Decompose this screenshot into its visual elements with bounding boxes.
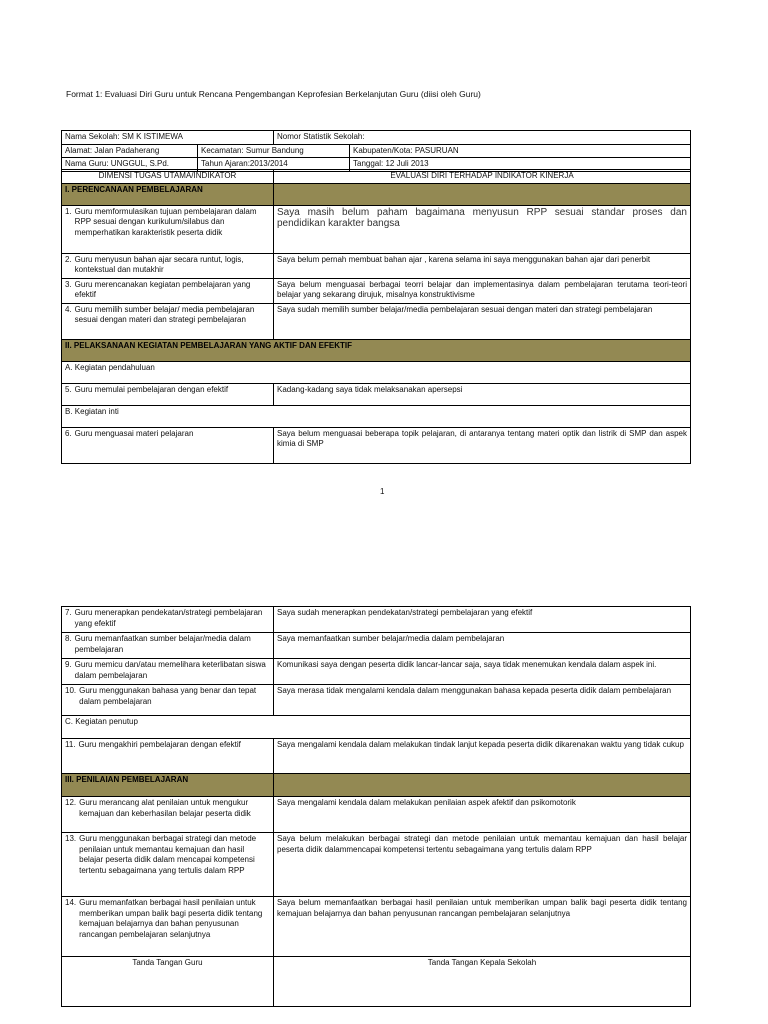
indicator-text: Guru menguasai materi pelajaran (74, 428, 194, 438)
indicator-table-page-2 (61, 606, 691, 1007)
signature-teacher: Tanda Tangan Guru (62, 957, 274, 1007)
evaluation-14: Saya belum memanfaatkan berbagai hasil penilaian untuk memberikan umpan balik bagi peserta didik tentang kemajuan belajarnya dan bahan penyusunan rancangan pembelajaran selanjutnya (274, 897, 691, 957)
indicator-number: 14. (65, 898, 77, 907)
indicator-text: Guru memicu dan/atau memelihara keterlibatan siswa dalam pembelajaran (74, 660, 266, 680)
indicator-14 (62, 897, 274, 957)
indicator-number: 6. (65, 428, 72, 438)
indicator-number: 5. (65, 384, 72, 394)
section-planning: I. PERENCANAAN PEMBELAJARAN (62, 183, 274, 205)
indicator-text: Guru mengakhiri pembelajaran dengan efektif (78, 740, 241, 749)
indicator-10 (62, 685, 274, 716)
indicator-3 (62, 278, 274, 303)
evaluation-7: Saya sudah menerapkan pendekatan/strategi pembelajaran yang efektif (274, 607, 691, 633)
evaluation-9: Komunikasi saya dengan peserta didik lancar-lancar saja, saya tidak menemukan kendala dalam aspek ini. (274, 659, 691, 685)
signature-principal: Tanda Tangan Kepala Sekolah (274, 957, 691, 1007)
indicator-text: Guru merancang alat penilaian untuk mengukur kemajuan dan keberhasilan belajar peserta didik (79, 798, 251, 818)
evaluation-8: Saya memanfaatkan sumber belajar/media dalam pembelajaran (274, 633, 691, 659)
form-date: Tanggal: 12 Juli 2013 (350, 158, 691, 172)
evaluation-4: Saya sudah memilih sumber belajar/media pembelajaran sesuai dengan materi dan strategi pembelajaran (274, 303, 691, 339)
indicator-text: Guru merencanakan kegiatan pembelajaran yang efektif (74, 279, 251, 299)
section-assessment: III. PENILAIAN PEMBELAJARAN (62, 774, 274, 797)
indicator-text: Guru menyusun bahan ajar secara runtut, logis, kontekstual dan mutakhir (74, 254, 244, 274)
header-evaluation: EVALUASI DIRI TERHADAP INDIKATOR KINERJA (274, 170, 691, 184)
indicator-number: 7. (65, 608, 72, 617)
teacher-name: Nama Guru: UNGGUL, S.Pd. (62, 158, 198, 172)
indicator-text: Guru menerapkan pendekatan/strategi pembelajaran yang efektif (74, 608, 263, 628)
evaluation-13: Saya belum melakukan berbagai strategi dan metode penilaian untuk memantau kemajuan dan hasil belajar peserta didik dalammencapai kompetensi tertentu sebagaimana yang tertulis dalam RPP (274, 833, 691, 897)
evaluation-1: Saya masih belum paham bagaimana menyusun RPP sesuai standar proses dan pendidikan karakter bangsa (274, 205, 691, 253)
subsection-opening: A. Kegiatan pendahuluan (62, 361, 691, 383)
indicator-number: 4. (65, 304, 72, 314)
evaluation-5: Kadang-kadang saya tidak melaksanakan apersepsi (274, 383, 691, 405)
indicator-13 (62, 833, 274, 897)
school-stat-number: Nomor Statistik Sekolah: (274, 131, 691, 145)
evaluation-10: Saya merasa tidak mengalami kendala dalam menggunakan bahasa kepada peserta didik dalam pembelajaran (274, 685, 691, 716)
indicator-text: Guru memanfatkan berbagai hasil penilaian untuk memberikan umpan balik bagi peserta didik tentang kemajuan belajarnya dan bahan penyusunan rancangan pembelajaran selanjutnya (79, 898, 263, 939)
indicator-8 (62, 633, 274, 659)
evaluation-2: Saya belum pernah membuat bahan ajar , karena selama ini saya menggunakan bahan ajar dari penerbit (274, 253, 691, 278)
indicator-12 (62, 797, 274, 833)
indicator-number: 8. (65, 634, 72, 643)
section-implementation: II. PELAKSANAAN KEGIATAN PEMBELAJARAN YANG AKTIF DAN EFEKTIF (62, 339, 691, 361)
indicator-number: 3. (65, 279, 72, 289)
indicator-text: Guru menggunakan bahasa yang benar dan tepat dalam pembelajaran (79, 686, 257, 706)
indicator-number: 12. (65, 798, 77, 807)
document-title: Format 1: Evaluasi Diri Guru untuk Rencana Pengembangan Keprofesian Berkelanjutan Guru (diisi oleh Guru) (66, 89, 481, 99)
evaluation-6: Saya belum menguasai beberapa topik pelajaran, di antaranya tentang materi optik dan listrik di SMP dan aspek kimia di SMP (274, 427, 691, 463)
indicator-text: Guru memanfaatkan sumber belajar/media dalam pembelajaran (74, 634, 251, 654)
indicator-7 (62, 607, 274, 633)
academic-year: Tahun Ajaran:2013/2014 (198, 158, 350, 172)
indicator-text: Guru menggunakan berbagai strategi dan metode penilaian untuk memantau kemajuan dan hasil belajar peserta didik dalam mencapai kompetensi tertentu sebagaimana yang tertulis dalam RPP (79, 834, 257, 875)
evaluation-table-page-1 (61, 130, 691, 172)
page-number: 1 (380, 487, 385, 496)
indicator-2 (62, 253, 274, 278)
indicator-number: 10. (65, 686, 77, 695)
section-planning-blank (274, 183, 691, 205)
section-assessment-blank (274, 774, 691, 797)
school-name: Nama Sekolah: SM K ISTIMEWA (62, 131, 274, 145)
indicator-4 (62, 303, 274, 339)
evaluation-11: Saya mengalami kendala dalam melakukan tindak lanjut kepada peserta didik dikarenakan waktu yang tidak cukup (274, 739, 691, 774)
indicator-number: 13. (65, 834, 77, 843)
indicator-9 (62, 659, 274, 685)
evaluation-3: Saya belum menguasai berbagai teorri belajar dan implementasinya dalam pembelajaran terutama teori-teori belajar yang sekarang dirujuk, misalnya konstruktivisme (274, 278, 691, 303)
school-district: Kecamatan: Sumur Bandung (198, 144, 350, 158)
indicator-text: Guru memformulasikan tujuan pembelajaran dalam RPP sesuai dengan kurikulum/silabus dan memperhatikan karakteristik peserta didik (74, 206, 257, 237)
indicator-6 (62, 427, 274, 463)
indicator-number: 2. (65, 254, 72, 264)
indicator-text: Guru memilih sumber belajar/ media pembelajaran sesuai dengan materi dan strategi pembelajaran (74, 304, 255, 324)
indicator-1 (62, 205, 274, 253)
header-dimension: DIMENSI TUGAS UTAMA/INDIKATOR (62, 170, 274, 184)
indicator-11 (62, 739, 274, 774)
evaluation-12: Saya mengalami kendala dalam melakukan penilaian aspek afektif dan psikomotorik (274, 797, 691, 833)
school-city: Kabupaten/Kota: PASURUAN (350, 144, 691, 158)
school-address: Alamat: Jalan Padaherang (62, 144, 198, 158)
subsection-core: B. Kegiatan inti (62, 405, 691, 427)
indicator-number: 1. (65, 206, 72, 216)
indicator-text: Guru memulai pembelajaran dengan efektif (74, 384, 229, 394)
subsection-closing: C. Kegiatan penutup (62, 716, 691, 739)
indicator-number: 11. (65, 740, 76, 749)
indicator-table-page-1 (61, 169, 691, 464)
indicator-number: 9. (65, 660, 72, 669)
indicator-5 (62, 383, 274, 405)
